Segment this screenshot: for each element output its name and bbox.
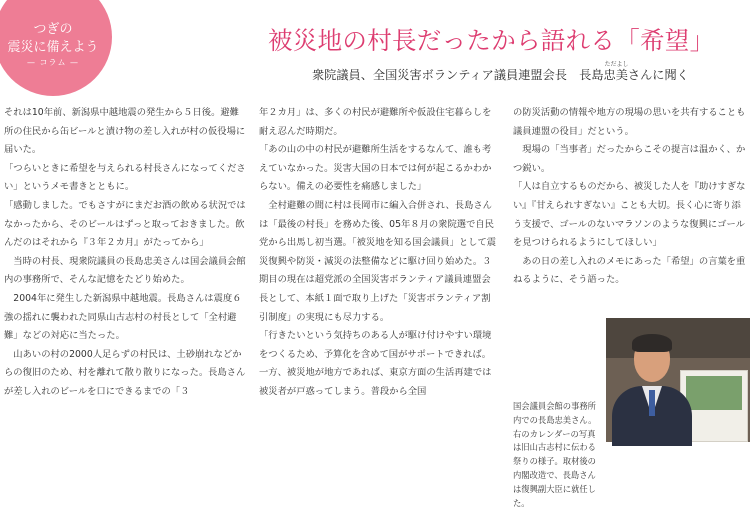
name-ruby-char: 忠 — [603, 68, 616, 82]
paragraph: 「つらいときに希望を与えられる村長さんになってください」というメモ書きとともに。 — [4, 162, 246, 193]
paragraph: 山あいの村の2000人足らずの村民は、土砂崩れなどからの復旧のため、村を離れて散り散りになった。長島さんが差し入れのビールを口にできるまでの「３ — [4, 348, 246, 397]
paragraph: 当時の村長、現衆院議員の長島忠美さんは国会議員会館内の事務所で、そんな記憶をたどり始めた。 — [4, 255, 246, 286]
badge-line3: — コラム — — [26, 58, 79, 67]
photo-caption: 国会議員会館の事務所内での長島忠美さん。右のカレンダーの写真は旧山古志村に伝わる祭りの様子。取材後の内閣改造で、長島さんは復興副大臣に就任した。 — [513, 401, 597, 508]
paragraph: あの日の差し入れのメモにあった「希望」の言葉を重ねるように、そう語った。 — [513, 255, 746, 286]
person-figure — [612, 332, 686, 442]
paragraph: 「行きたいという気持ちのある人が駆け付けやすい環境をつくるため、予算化を含めて国がサポートできれば。一方、被災地が地方であれば、東京方面の生活再建では被災者が戸惑ってしまう。普段から全国 — [259, 330, 492, 397]
paragraph: 年２カ月」は、多くの村民が避難所や仮設住宅暮らしを耐え忍んだ時期だ。 — [259, 107, 492, 137]
article-column-3 — [513, 104, 749, 290]
subhead-prefix: 衆院議員、全国災害ボランティア議員連盟会長 長島 — [312, 68, 604, 82]
paragraph: 「人は自立するものだから、被災した人を『助けすぎない』『甘えられすぎない』ことも大切。長く心に寄り添う支援で、ゴールのないマラソンのような復興にゴールを見つけられるようにしてほしい」 — [513, 181, 746, 249]
badge-line2: 震災に備えよう — [7, 40, 99, 55]
article-column-2 — [259, 104, 499, 402]
calendar-festival-image — [686, 376, 742, 410]
paragraph: 「感動しました。でもさすがにまだお酒の飲める状況ではなかったから、そのビールはずっと取っておきました。飲んだのはそれから『３年２カ月』がたってから」 — [4, 199, 246, 249]
name-ruby-text: ただよし — [604, 61, 629, 68]
paragraph: 現場の「当事者」だったからこその提言は温かく、かつ鋭い。 — [513, 144, 746, 174]
article-headline: 被災地の村長だったから語れる「希望」 — [268, 26, 715, 55]
subhead-suffix: 美さんに聞く — [615, 68, 689, 82]
column-badge — [0, 0, 112, 96]
paragraph: それは10年前、新潟県中越地震の発生から５日後。避難所の住民から缶ビールと漬け物の差し入れが村の仮役場に届いた。 — [4, 107, 246, 156]
badge-line1: つぎの — [33, 22, 73, 37]
portrait-photo — [606, 318, 750, 442]
person-hair-shape — [632, 334, 672, 352]
article-column-1 — [4, 104, 248, 402]
paragraph: の防災活動の情報や地方の現場の思いを共有することも議員連盟の役目」だという。 — [513, 107, 746, 137]
paragraph: 「あの山の中の村民が避難所生活をするなんて、誰も考えていなかった。災害大国の日本では何が起こるかわからない。備えの必要性を痛感しました」 — [259, 144, 492, 193]
paragraph: 全村避難の間に村は長岡市に編入合併され、長島さんは「最後の村長」を務めた後、05年８月の衆院選で自民党から出馬し初当選。「被災地を知る国会議員」として震災復興や防災・減災の法整備などに駆け回り始めた。３期目の現在は超党派の全国災害ボランティア議員連盟会長として、本紙１面で取り上げた「災害ボランティア割引制度」の実現にも尽力する。 — [259, 199, 497, 323]
article-subhead — [312, 61, 689, 83]
paragraph: 2004年に発生した新潟県中越地震。長島さんは震度６強の揺れに襲われた同県山古志村の村長として「全村避難」などの対応に当たった。 — [4, 292, 242, 342]
person-tie-shape — [649, 390, 655, 416]
name-ruby-base — [603, 61, 629, 82]
